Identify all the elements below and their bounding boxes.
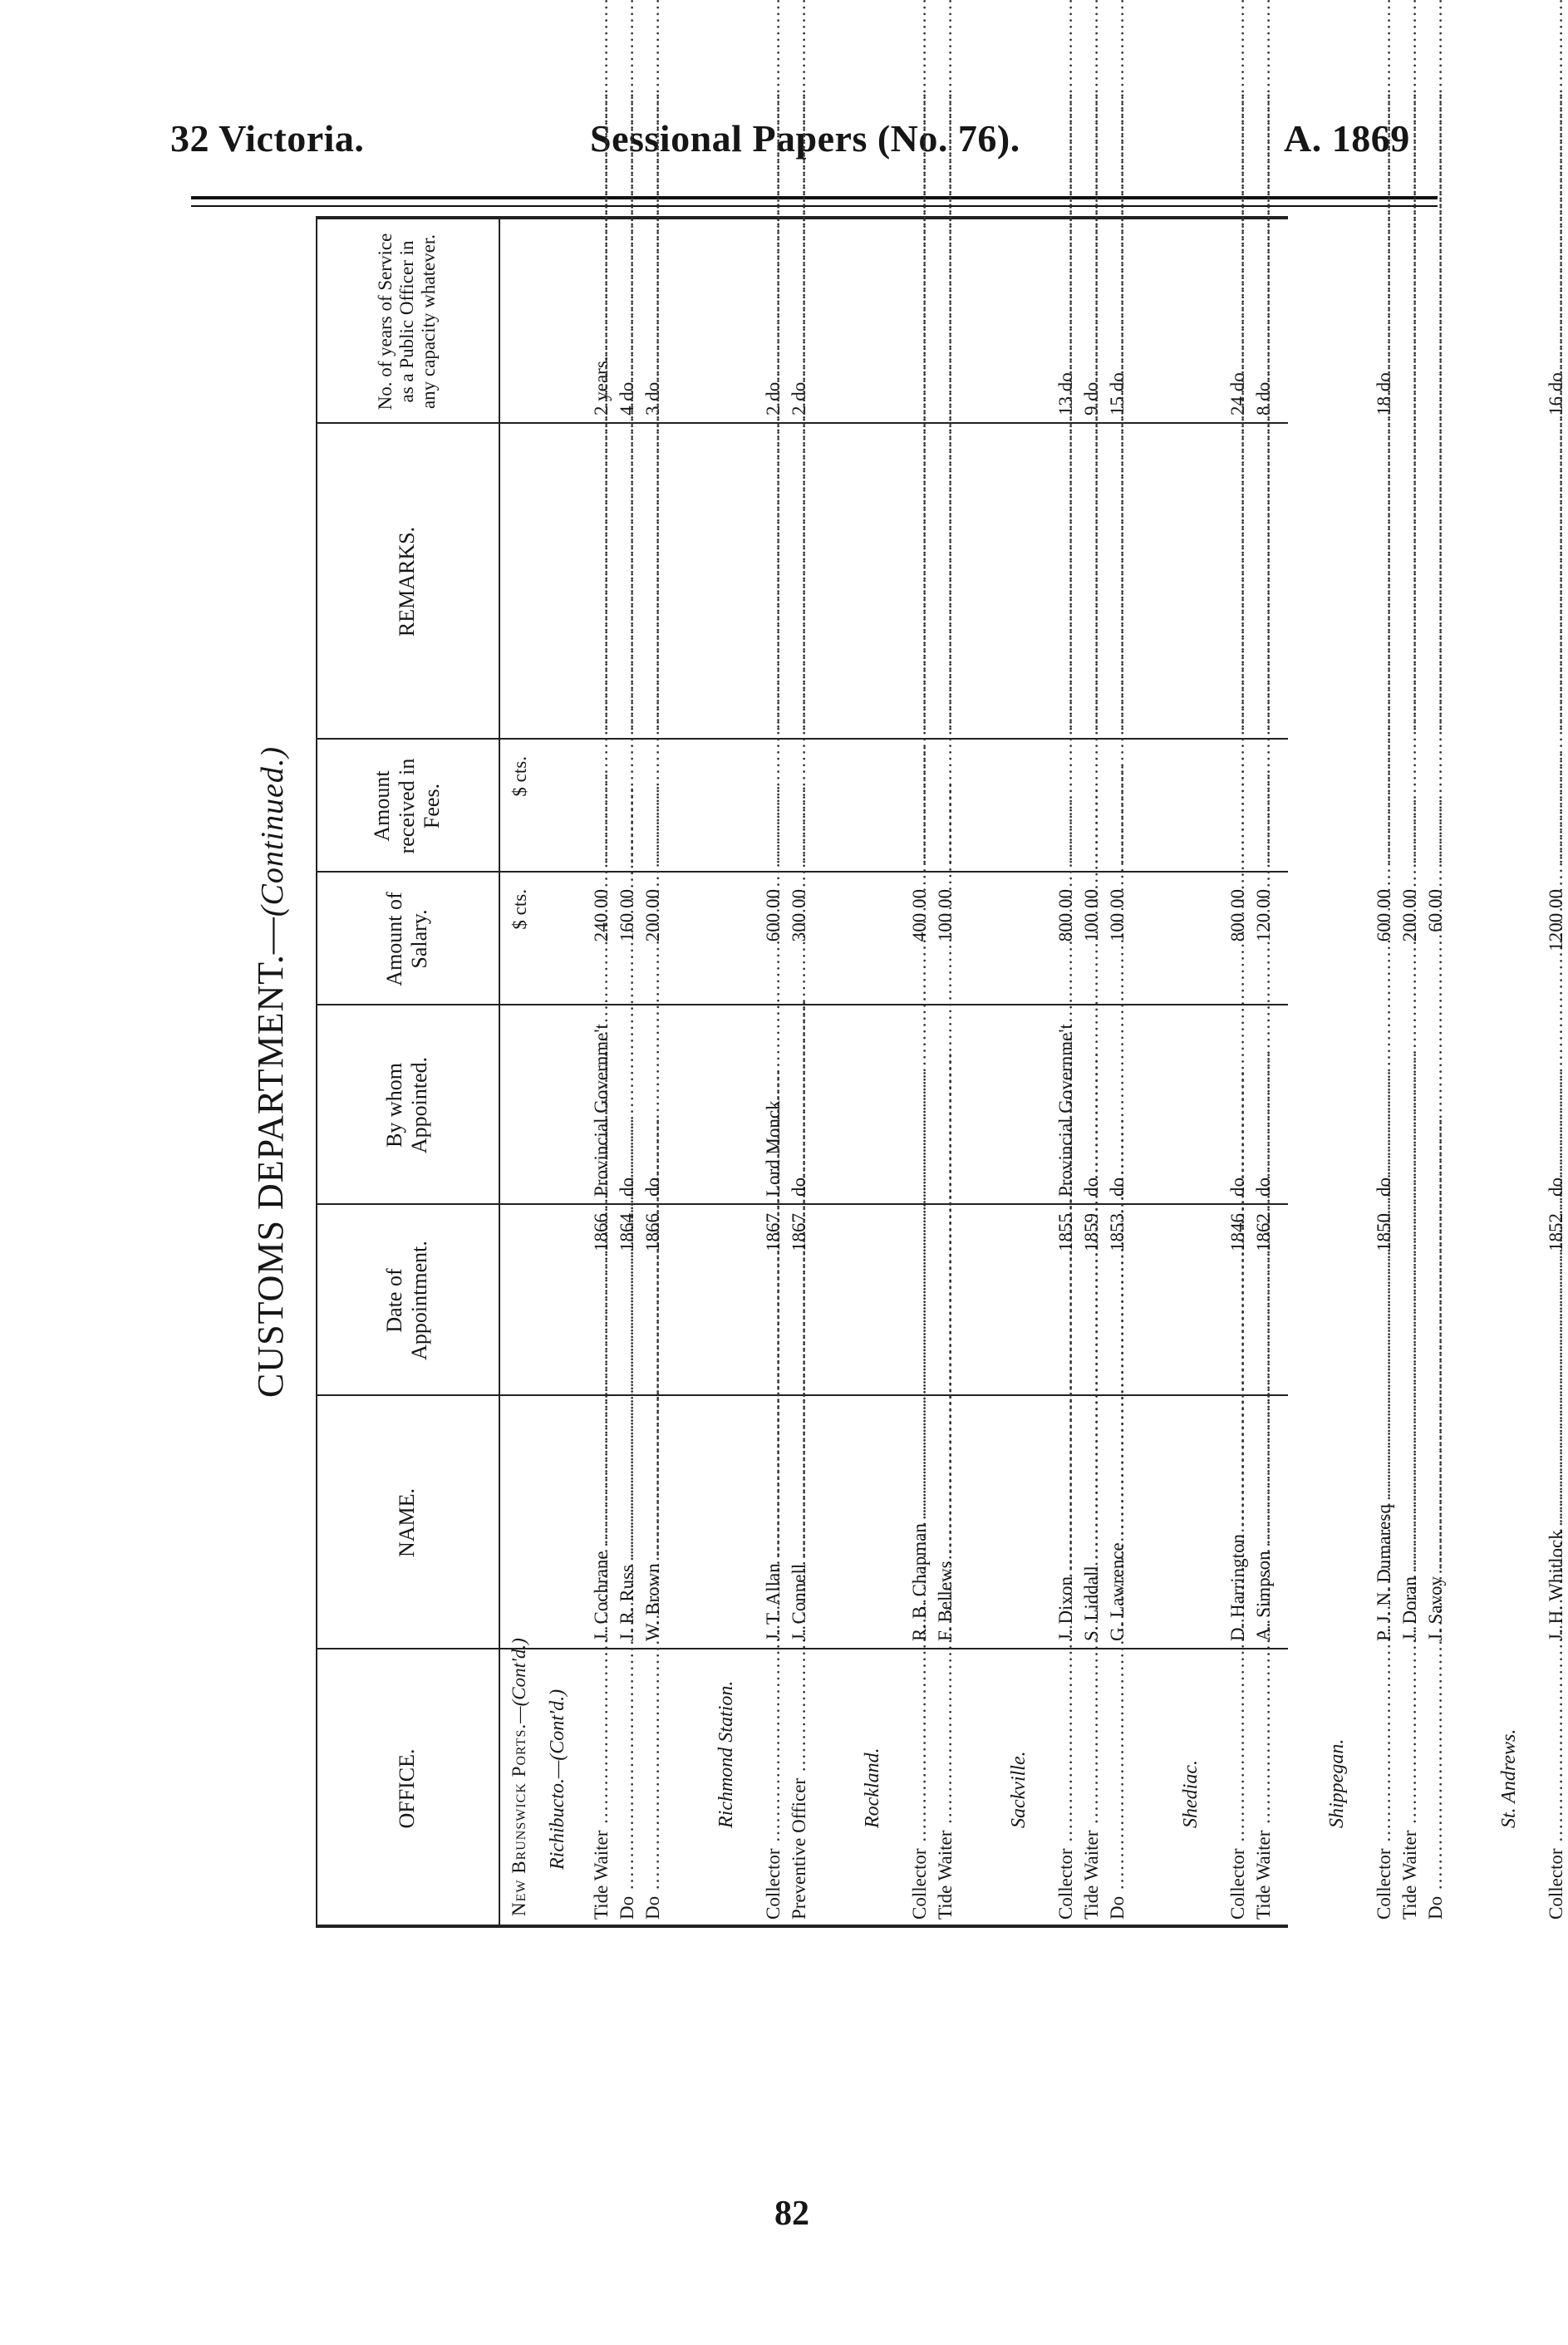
cell-date [1398,1213,1422,1388]
section-region-name: New Brunswick Ports. [509,1723,529,1916]
cell-date: 1859 [1081,1213,1102,1251]
cell-remarks [641,428,665,731]
cell-name: D. Harrington ..... [1226,1400,1250,1641]
cell-remarks [1398,428,1422,731]
running-header-title: Sessional Papers (No. 76). [590,117,1020,160]
cell-fees [1054,744,1078,864]
cell-date: 1866 [642,1213,663,1251]
cell-date: 1866 [591,1213,612,1251]
cell-by: do [1374,1177,1394,1197]
cell-name: W. Brown ..... [641,1400,665,1641]
cell-salary: 100 00 [1107,889,1128,942]
cell-remarks [1373,428,1396,731]
cell-office: Tide Waiter ..... [590,1654,613,1920]
cell-fees [1226,744,1250,864]
customs-table [316,216,1566,1928]
cell-office: Do ..... [641,1654,665,1920]
rotated-table-page [249,216,1566,1928]
column-header-by-whom: By whom Appointed. [382,1056,431,1154]
cell-name: J. Savoy ..... [1424,1400,1448,1641]
cell-by [934,1010,957,1197]
cell-date: 1846 [1227,1213,1248,1251]
cell-office: Tide Waiter ..... [1252,1654,1276,1920]
cell-name: G. Lawrence ..... [1106,1400,1129,1641]
cell-date [908,1213,931,1388]
cell-name: J. Cochrane ..... [590,1400,613,1641]
column-header-fees: Amount received in Fees. [370,758,444,854]
cell-fees [934,744,957,864]
running-header-year: A. 1869 [1284,117,1410,160]
cell-fees [1424,744,1448,864]
cell-remarks [1545,428,1568,731]
cell-salary: 800 00 [1227,889,1248,942]
cell-date [1424,1213,1448,1388]
group-heading: Shediac. [1180,1760,1202,1828]
cell-salary: 400 00 [909,889,930,942]
cell-by: do [1227,1177,1248,1197]
cell-remarks [1054,428,1078,731]
cell-date: 1853 [1107,1213,1128,1251]
cell-office: Collector ..... [762,1654,785,1920]
cell-name: R. B. Chapman ..... [908,1400,931,1641]
cell-fees [1106,744,1129,864]
cell-fees [616,744,639,864]
cell-date: 1867 [789,1213,809,1251]
cell-by: Provincial Governme't [1055,1024,1076,1197]
cell-service: 4 do [617,381,637,415]
table-title [249,216,307,1928]
cell-remarks [1226,428,1250,731]
section-region [509,1638,530,1916]
cell-service: 2 years. [591,356,612,415]
cell-remarks [788,428,811,731]
cell-salary: 60 00 [1425,889,1446,932]
cell-fees [1373,744,1396,864]
cell-office: Collector ..... [1054,1654,1078,1920]
cell-date: 1862 [1253,1213,1274,1251]
cell-remarks [1252,428,1276,731]
cell-by: Provincial Governme't [591,1024,612,1197]
cell-service: 18 do [1374,372,1394,415]
cell-date: 1852 [1546,1213,1566,1251]
cell-fees [788,744,811,864]
cell-office: Do ..... [1424,1654,1448,1920]
cell-salary: 100 00 [1081,889,1102,942]
cell-office: Collector ..... [1545,1654,1568,1920]
cell-fees [1398,744,1422,864]
cell-fees [762,744,785,864]
cell-by [908,1010,931,1197]
table-top-rule [316,216,317,1928]
column-header-remarks: REMARKS. [395,526,419,637]
cell-remarks [616,428,639,731]
cell-service: 2 do [763,381,784,415]
cell-service: 8 do [1253,381,1274,415]
cell-name: J. H. Whitlock ..... [1545,1400,1568,1641]
cell-service: 16 do [1546,372,1566,415]
cell-fees [641,744,665,864]
cell-salary: 120 00 [1253,889,1274,942]
cell-service: 15 do [1107,372,1128,415]
fees-units: $ cts. [509,756,530,797]
cell-date [934,1213,957,1388]
cell-name: P. J. N. Dumaresq ..... [1373,1400,1396,1641]
cell-service: 13 do [1055,372,1076,415]
cell-office: Tide Waiter ..... [1080,1654,1103,1920]
column-header-date: Date of Appointment. [382,1241,431,1360]
cell-date: 1855 [1055,1213,1076,1251]
header-rule [191,196,1438,199]
cell-by: Lord Monck [763,1100,784,1197]
cell-office: Collector ..... [1373,1654,1396,1920]
cell-by: do [642,1177,663,1197]
cell-salary: 200 00 [1399,889,1420,942]
cell-by: do [1253,1177,1274,1197]
cell-fees [590,744,613,864]
cell-name: J. Connell ..... [788,1400,811,1641]
cell-name: J. Doran ..... [1398,1400,1422,1641]
cell-office: Tide Waiter ..... [934,1654,957,1920]
cell-date: 1850 [1374,1213,1394,1251]
cell-remarks [590,428,613,731]
cell-salary: 600 00 [763,889,784,942]
cell-salary: 600 00 [1374,889,1394,942]
cell-by: do [1107,1177,1128,1197]
cell-by [1424,1010,1448,1197]
cell-by [1398,1010,1422,1197]
group-heading: Richmond Station. [715,1680,737,1828]
cell-office: Tide Waiter ..... [1398,1654,1422,1920]
cell-by: do [1081,1177,1102,1197]
table-title-continued: (Continued.) [255,746,290,917]
header-bottom-rule [499,216,500,1928]
cell-by: do [1546,1177,1566,1197]
cell-salary: 100 00 [935,889,956,942]
cell-remarks [1106,428,1129,731]
cell-name: F. Bellews ..... [934,1400,957,1641]
cell-name: J. Dixon ..... [1054,1400,1078,1641]
cell-service: 3 do [642,381,663,415]
cell-service: 24 do [1227,372,1248,415]
cell-remarks [762,428,785,731]
column-header-office: OFFICE. [395,1748,419,1829]
sub-heading-richibucto: Richibucto.—(Cont'd.) [547,1689,568,1870]
table-title-main: CUSTOMS DEPARTMENT.— [250,917,291,1399]
column-header-name: NAME. [395,1487,419,1558]
cell-office: Collector ..... [1226,1654,1250,1920]
cell-name: A. Simpson ..... [1252,1400,1276,1641]
section-region-cont: —(Cont'd.) [509,1638,529,1723]
cell-salary: 800 00 [1055,889,1076,942]
cell-service: 2 do [789,381,809,415]
running-header-left: 32 Victoria. [170,117,365,160]
cell-by: do [617,1177,637,1197]
column-header-service: No. of years of Service as a Public Officer in any capacity whatever. [375,233,439,410]
cell-office: Collector ..... [908,1654,931,1920]
column-header-salary: Amount of Salary. [382,892,431,986]
cell-office: Preventive Officer ..... [788,1654,811,1920]
cell-salary: 200 00 [642,889,663,942]
cell-fees [1252,744,1276,864]
cell-service: 9 do [1081,381,1102,415]
cell-remarks [934,428,957,731]
cell-office: Do ..... [1106,1654,1129,1920]
cell-salary: 240 00 [591,889,612,942]
cell-fees [1080,744,1103,864]
cell-by: do [789,1177,809,1197]
page-number: 82 [774,2195,809,2233]
cell-name: S. Liddall ..... [1080,1400,1103,1641]
cell-remarks [1080,428,1103,731]
cell-salary: 1200 00 [1546,889,1566,951]
cell-date: 1864 [617,1213,637,1251]
cell-date: 1867 [763,1213,784,1251]
cell-salary: 300 00 [789,889,809,942]
cell-remarks [1424,428,1448,731]
cell-salary: 160 00 [617,889,637,942]
group-heading: St. Andrews. [1498,1728,1520,1828]
salary-units: $ cts. [509,889,530,930]
cell-remarks [908,428,931,731]
group-heading: Shippegan. [1326,1738,1348,1828]
cell-name: J. T. Allan ..... [762,1400,785,1641]
group-heading: Sackville. [1008,1751,1030,1828]
group-heading: Rockland. [862,1748,883,1828]
cell-office: Do ..... [616,1654,639,1920]
cell-fees [908,744,931,864]
cell-fees [1545,744,1568,864]
header-rule-thin [191,205,1438,207]
cell-name: J. R. Russ ..... [616,1400,639,1641]
